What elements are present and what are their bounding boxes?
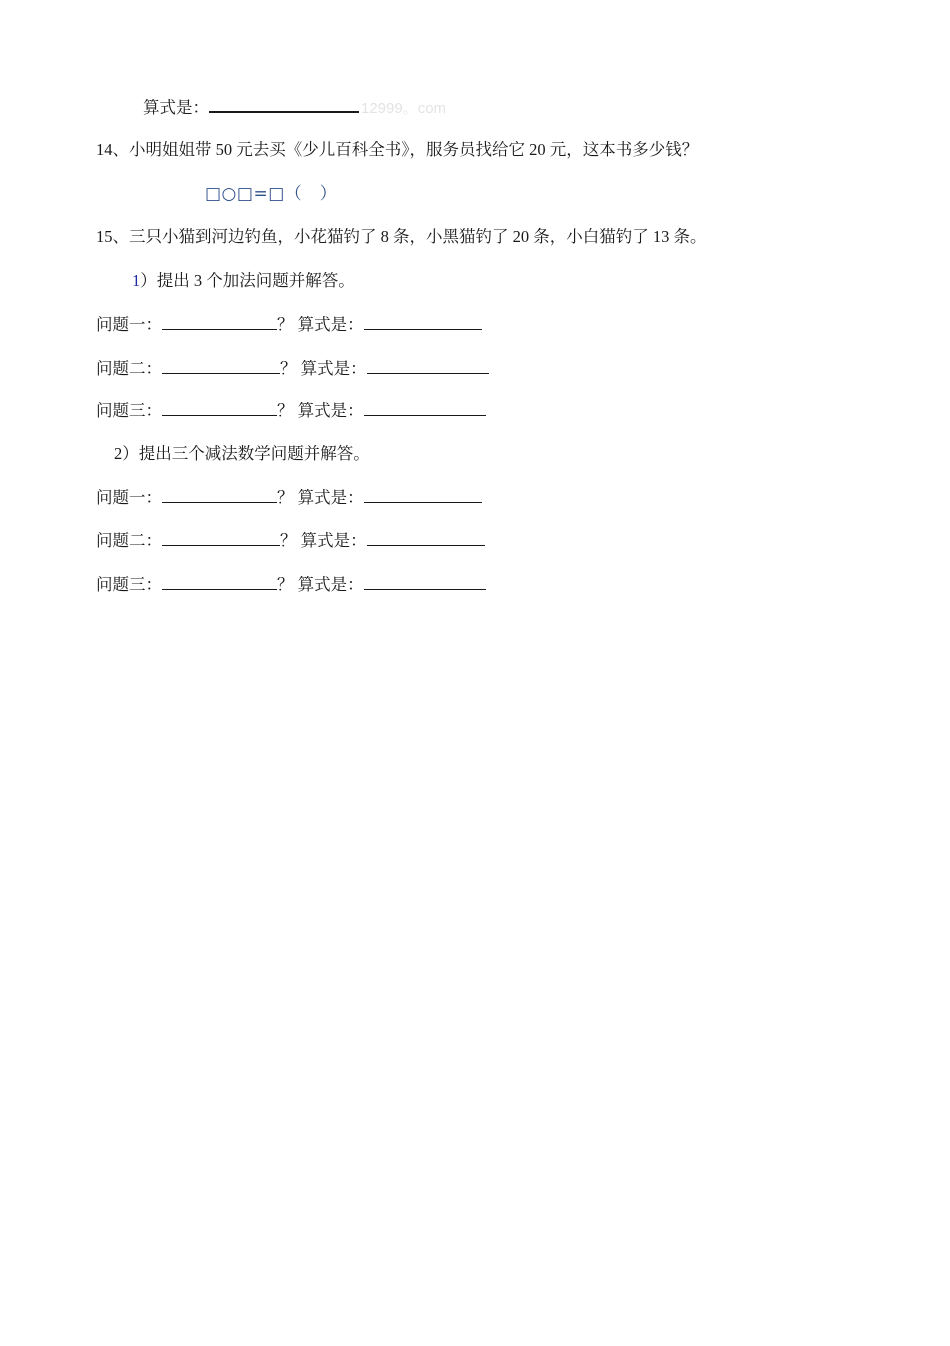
formula-label: ？ 算式是： <box>277 401 364 420</box>
answer-blank[interactable] <box>209 95 359 113</box>
q15-part1-heading <box>132 270 355 292</box>
q15-part1-row-3 <box>96 399 486 422</box>
question-15: 15、三只小猫到河边钓鱼，小花猫钓了 8 条，小黑猫钓了 20 条，小白猫钓了 13 条。 <box>96 227 707 246</box>
q15-part2-row-2 <box>96 529 485 552</box>
question-blank[interactable] <box>162 357 280 374</box>
q15-part2-row-1 <box>96 486 482 509</box>
question-blank[interactable] <box>162 529 280 546</box>
q15-part2-row-3 <box>96 573 486 596</box>
question-label: 问题三： <box>96 575 162 594</box>
q15-part2-heading: 2）提出三个减法数学问题并解答。 <box>114 444 370 463</box>
formula-blank[interactable] <box>367 529 485 546</box>
formula-label: 算式是： <box>143 98 209 117</box>
part-number: 1 <box>132 271 141 290</box>
question-label: 问题二： <box>96 359 162 378</box>
formula-blank[interactable] <box>364 573 486 590</box>
q15-part1-row-1 <box>96 313 482 336</box>
q15-part1-row-2 <box>96 357 489 380</box>
question-blank[interactable] <box>162 399 277 416</box>
formula-blank[interactable] <box>364 399 486 416</box>
question-label: 问题一： <box>96 488 162 507</box>
formula-blank[interactable] <box>367 357 489 374</box>
q13-answer-line <box>143 95 446 120</box>
question-label: 问题三： <box>96 401 162 420</box>
watermark: 12999。com <box>361 100 447 117</box>
question-14: 14、小明姐姐带 50 元去买《少儿百科全书》，服务员找给它 20 元，这本书多少钱？ <box>96 140 699 159</box>
part-text: ）提出 3 个加法问题并解答。 <box>140 271 355 290</box>
question-label: 问题二： <box>96 531 162 550</box>
formula-label: ？ 算式是： <box>277 315 364 334</box>
formula-label: ？ 算式是： <box>277 575 364 594</box>
formula-blank[interactable] <box>364 486 482 503</box>
question-blank[interactable] <box>162 573 277 590</box>
formula-label: ？ 算式是： <box>280 531 367 550</box>
formula-label: ？ 算式是： <box>277 488 364 507</box>
formula-label: ？ 算式是： <box>280 359 367 378</box>
question-label: 问题一： <box>96 315 162 334</box>
q14-formula-template: □○□=□（ ） <box>205 184 338 204</box>
question-blank[interactable] <box>162 486 277 503</box>
question-blank[interactable] <box>162 313 277 330</box>
formula-blank[interactable] <box>364 313 482 330</box>
